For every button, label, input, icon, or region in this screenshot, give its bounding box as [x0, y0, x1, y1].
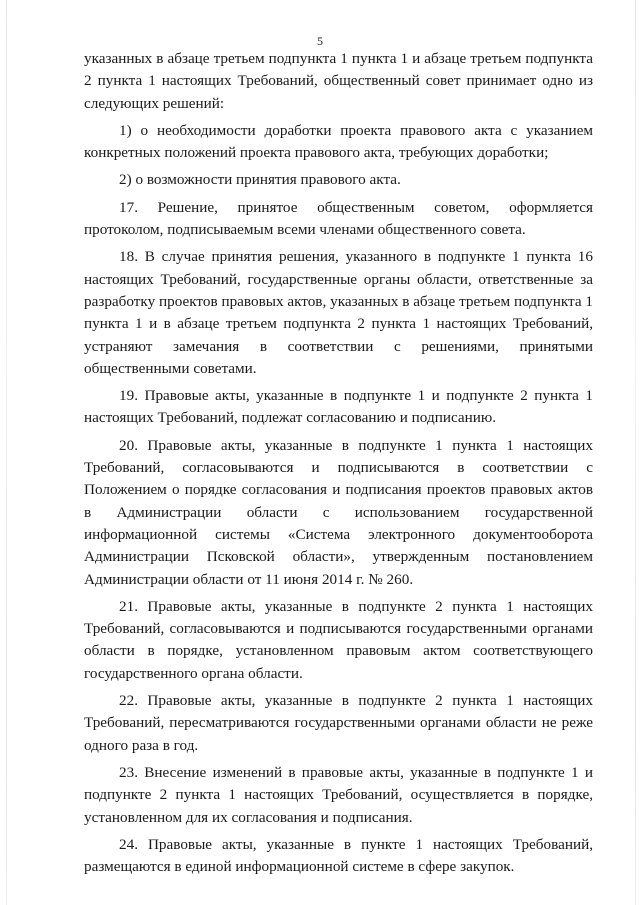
paragraph-21: 21. Правовые акты, указанные в подпункте 2 пункта 1 настоящих Требований, согласовываются и подписываются государственными органами области в порядке, установленном правовым актом соответствующего государственного органа области. — [84, 597, 593, 682]
document-body — [84, 48, 593, 883]
paragraph-24: 24. Правовые акты, указанные в пункте 1 настоящих Требований, размещаются в единой информационной системе в сфере закупок. — [84, 835, 593, 876]
paragraph-18: 18. В случае принятия решения, указанного в подпункте 1 пункта 16 настоящих Требований, государственные органы области, ответственные за разработку проектов правовых актов, указанных в абзаце третьем подпункта 1 пункта 1 и в абзаце третьем подпункта 2 пункта 1 настоящих Требований, устраняют замечания в соответствии с решениями, принятыми общественными советами. — [84, 248, 593, 377]
paragraph-23: 23. Внесение изменений в правовые акты, указанные в подпункте 1 и подпункте 2 пункта 1 настоящих Требований, осуществляется в порядке, установленном для их согласования и подписания. — [84, 763, 593, 826]
paragraph-continuation: указанных в абзаце третьем подпункта 1 пункта 1 и абзаце третьем подпункта 2 пункта 1 настоящих Требований, общественный совет принимает одно из следующих решений: — [84, 50, 593, 112]
paragraph-20: 20. Правовые акты, указанные в подпункте 1 пункта 1 настоящих Требований, согласовываются и подписываются в соответствии с Положением о порядке согласования и подписания проектов правовых актов в Администрации области с использованием государственной информационной системы «Система электронного документооборота Администрации Псковской области», утвержденным постановлением Администрации области от 11 июня 2014 г. № 260. — [84, 436, 593, 588]
scan-edge-right — [635, 0, 636, 905]
page-number: 5 — [317, 34, 323, 48]
paragraph-subitem-2: 2) о возможности принятия правового акта. — [119, 171, 401, 189]
paragraph-subitem-1: 1) о необходимости доработки проекта правового акта с указанием конкретных положений проекта правового акта, требующих доработки; — [84, 121, 593, 162]
paragraph-17: 17. Решение, принятое общественным советом, оформляется протоколом, подписываемым всеми членами общественного совета. — [84, 198, 593, 239]
paragraph-22: 22. Правовые акты, указанные в подпункте 2 пункта 1 настоящих Требований, пересматриваются государственными органами области не реже одного раза в год. — [84, 692, 593, 754]
scan-edge-left — [6, 0, 7, 905]
paragraph-19: 19. Правовые акты, указанные в подпункте 1 и подпункте 2 пункта 1 настоящих Требований, подлежат согласованию и подписанию. — [84, 387, 593, 427]
